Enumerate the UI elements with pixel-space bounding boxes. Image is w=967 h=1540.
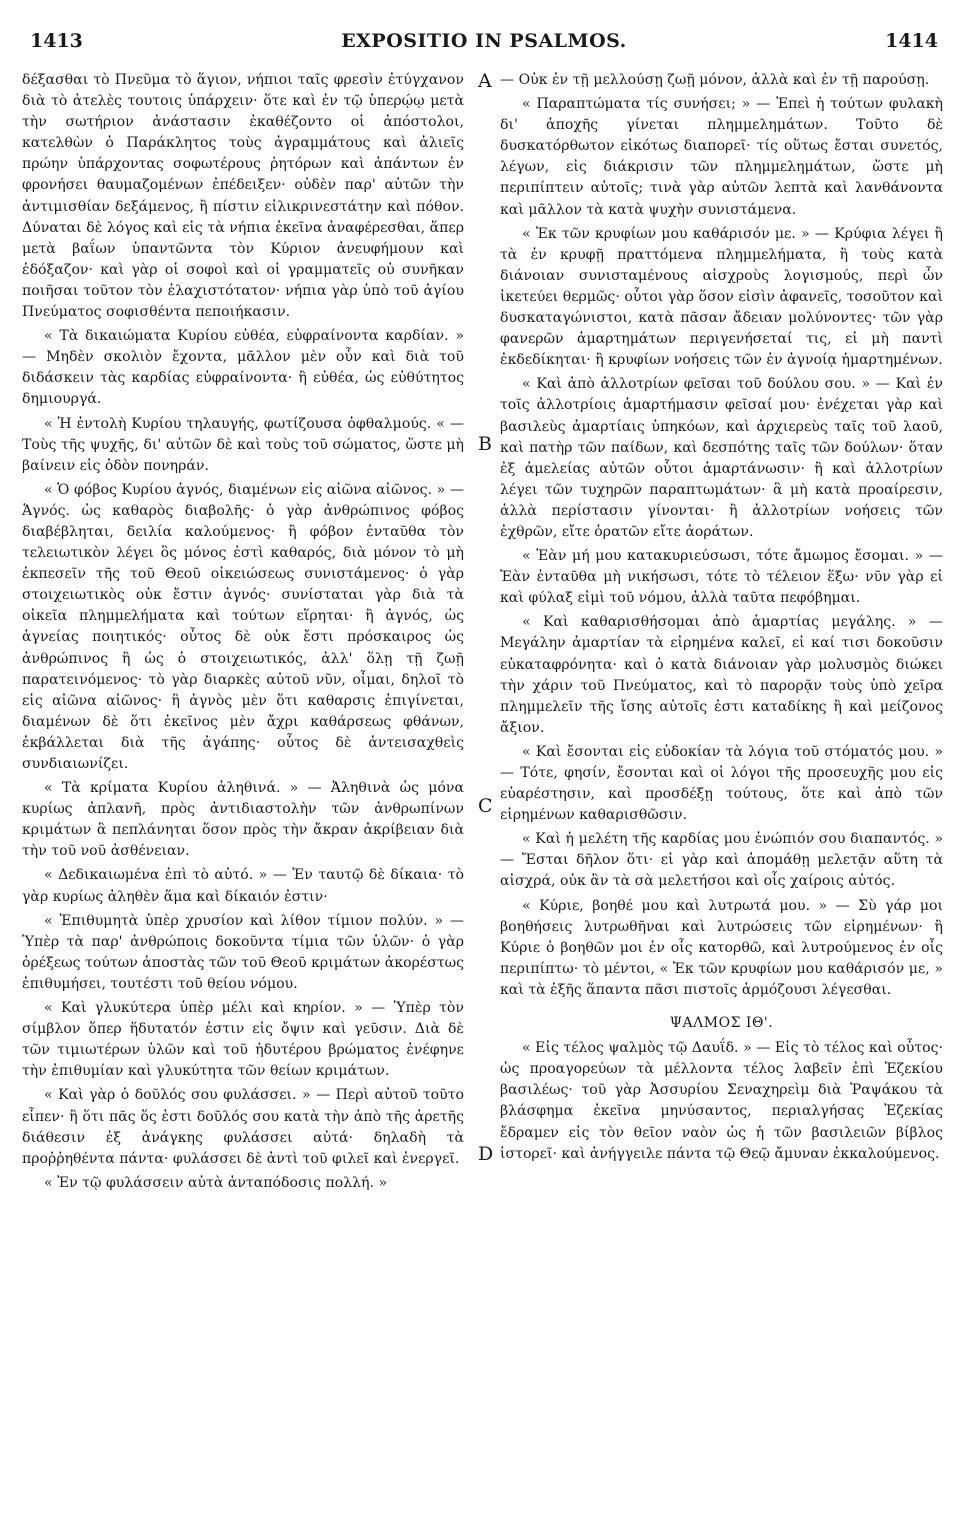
paragraph: « Καὶ γλυκύτερα ὑπὲρ μέλι καὶ κηρίον. » — Ὑπὲρ τὸν σίμβλον ὅπερ ἥδυτατόν ἐστιν εἰς ὄψιν καὶ γεῦσιν. Διὰ δὲ τῶν τιμιωτέρων ὑλῶν καὶ τοῦ ἡδυτέρου βρώματος ἐνέφηνε τὴν ἐπιθυμίαν καὶ γλυκύτητα τῶν θείων κριμάτων. bbox=[22, 1000, 464, 1080]
margin-letter-d: D bbox=[478, 1143, 494, 1165]
running-title: EXPOSITIO IN PSALMOS. bbox=[341, 30, 627, 52]
paragraph: « Ἡ ἐντολὴ Κυρίου τηλαυγής, φωτίζουσα ὀφθαλμούς. « — Τοὺς τῆς ψυχῆς, δι' αὐτῶν δὲ καὶ τοὺς τοῦ σώματος, ὥστε μὴ βαίνειν εἰς ὁδὸν πονηράν. bbox=[22, 415, 464, 474]
paragraph: « Τὰ δικαιώματα Κυρίου εὐθέα, εὐφραίνοντα καρδίαν. » — Μηδὲν σκολιὸν ἔχοντα, μᾶλλον μὲν οὖν καὶ διὰ τοῦ διδάσκειν τὰς καρδίας εὐφραίνοντα· ἢ εὐθέα, ὡς εὐθύτητος δημιουργά. bbox=[22, 328, 464, 408]
paragraph: « Ἐὰν μή μου κατακυριεύσωσι, τότε ἄμωμος ἔσομαι. » — Ἐὰν ἐνταῦθα μὴ νικήσωσι, τότε τὸ τέλειον ἕξω· νῦν γὰρ εἰ καὶ φύλαξ εἰμὶ τοῦ νόμου, ἀλλὰ ταῦτα πεφόβημαι. bbox=[500, 548, 943, 607]
paragraph: — Οὐκ ἐν τῇ μελλούσῃ ζωῇ μόνον, ἀλλὰ καὶ ἐν τῇ παρούσῃ. bbox=[500, 72, 930, 88]
paragraph: « Εἰς τέλος ψαλμὸς τῷ Δαυΐδ. » — Εἰς τὸ τέλος καὶ οὗτος· ὡς προαγορεύων τὰ μέλλοντα τέλος λαβεῖν ἐπὶ Ἐζεκίου βασιλέως· τοῦ γὰρ Ἀσσυρίου Σεναχηρεὶμ διὰ Ῥαψάκου τὰ βλάσφημα ἐκεῖνα μηνύσαντος, περιαλγήσας Ἐζεκίας ἔδραμεν εἰς τὸν θεῖον ναὸν ὡς ἡ τῶν βασιλειῶν βίβλος ἱστορεῖ· καὶ ἀνήγγειλε πάντα τῷ Θεῷ ἄμυναν ἐκκαλούμενος. bbox=[500, 1040, 943, 1162]
paragraph: « Ὁ φόβος Κυρίου ἁγνός, διαμένων εἰς αἰῶνα αἰῶνος. » — Ἁγνός. ὡς καθαρὸς διαβολῆς· ὁ γὰρ ἀνθρώπινος φόβος διαβέβληται, δειλία καλούμενος· ἢ φόβον ἐνταῦθα τὸν τελειωτικὸν λέγει ὃς μόνος ἐστὶ καθαρός, διὰ μόνον τὸ μὴ ἐκπεσεῖν τῆς τοῦ Θεοῦ οἰκειώσεως συνιστάμενος· ὁ γὰρ στοιχειωτικὸς οὐκ ἔστιν ἁγνός· συνίσταται γὰρ διὰ τὰ οἰκεῖα πλημμελήματα καὶ τούτων εἵρηται· ἢ ἁγνός, ὡς ἁγνείας ποιητικός· οὗτος δὲ οὐκ ἔστι πρόσκαιρος ὡς ἀνθρώπινος ἢ ὡς ὁ στοιχειωτικός, ἀλλ' ὅλῃ τῇ ζωῇ παρατεινόμενος· τὸ γὰρ διαρκὲς αὐτοῦ νῦν, οἶμαι, δηλοῖ τὸ εἰς αἰῶνα αἰῶνος· ἢ ἁγνὸς μὲν ὅτι καθαρσις ἐπιγίνεται, διαμένων δὲ ὅτι ἐκεῖνος μὲν ἄχρι καθάρσεως φθάνων, ἐκβάλλεται διὰ τῆς ἀγάπης· οὗτος δὲ ἀντεισαχθεὶς συνδιαιωνίζει. bbox=[22, 481, 464, 772]
paragraph: « Δεδικαιωμένα ἐπὶ τὸ αὐτό. » — Ἐν ταυτῷ δὲ δίκαια· τὸ γὰρ κυρίως ἀληθὲν ἅμα καὶ δίκαιόν ἐστιν· bbox=[22, 867, 464, 905]
paragraph: « Καὶ ἔσονται εἰς εὐδοκίαν τὰ λόγια τοῦ στόματός μου. » — Τότε, φησίν, ἔσονται καὶ οἱ λόγοι τῆς προσευχῆς μου εἰς εὐαρέστησιν, καὶ προσδέξῃ τούτους, ὅτε καὶ ἀπὸ τῶν εἰρημένων καθαρισθῶσιν. bbox=[500, 743, 943, 824]
paragraph: « Καὶ ἡ μελέτη τῆς καρδίας μου ἐνώπιόν σου διαπαντός. » — Ἔσται δῆλον ὅτι· εἰ γὰρ καὶ ἀπομάθῃ μελετᾷν αὕτη τὰ αἰσχρά, οὐκ ἂν τὰ σὰ μελετήσοι καὶ οἷς χαίροις αὐτός. bbox=[500, 831, 943, 890]
margin-letter-a: A bbox=[478, 70, 492, 92]
right-column-number: 1414 bbox=[885, 30, 938, 52]
paragraph: « Καὶ καθαρισθήσομαι ἀπὸ ἁμαρτίας μεγάλης. » — Μεγάλην ἁμαρτίαν τὰ εἰρημένα καλεῖ, εἰ καί τισι δοκοῦσιν εὐκαταφρόνητα· καὶ ὁ κατὰ διάνοιαν γὰρ μολυσμὸς διώκει τὴν χάριν τοῦ Πνεύματος, καὶ τὸ παρορᾷν τοὺς ὑπὸ χεῖρα πλημμελεῖν τῆς ἴσης αὐτοῖς ἐστι καταδίκης ἢ καὶ μείζονος ἄξιον. bbox=[500, 614, 943, 736]
left-column-number: 1413 bbox=[30, 30, 83, 52]
paragraph: « Παραπτώματα τίς συνήσει; » — Ἐπεὶ ἡ τούτων φυλακὴ δι' ἀποχῆς γίνεται πλημμελημάτων. Τοῦτο δὲ δυσκατόρθωτον εἰκότως διαπορεῖ· τίς οὕτως ἔσται συνετός, λέγων, εἰς διάκρισιν τῶν πλημμελημάτων, ὥστε μὴ περιπίπτειν αὐτοῖς; τινὰ γὰρ αὐτῶν λεπτὰ καὶ λανθάνοντα καὶ μᾶλλον τὰ κατὰ ψυχὴν συνιστάμενα. bbox=[500, 96, 943, 218]
right-column bbox=[500, 70, 943, 1165]
paragraph: « Κύριε, βοηθέ μου καὶ λυτρωτά μου. » — Σὺ γάρ μοι βοηθήσεις λυτρωθῆναι καὶ λυτρώσεις τῶν εἰρημένων· ἢ Κύριε ὁ βοηθῶν μοι ἐν οἷς κατορθῶ, καὶ λυτρούμενος ἐν οἷς περιπίπτω· τὸ μέντοι, « Ἐκ τῶν κρυφίων μου καθάρισόν με, » καὶ τὰ ἑξῆς ἅπαντα πᾶσι πιστοῖς ἁρμόζουσι λέγεσθαι. bbox=[500, 897, 943, 998]
paragraph: « Καὶ γὰρ ὁ δοῦλός σου φυλάσσει. » — Περὶ αὐτοῦ τοῦτο εἶπεν· ἢ ὅτι πᾶς ὅς ἐστι δοῦλός σου κατὰ τὴν ἀπὸ τῆς ἀρετῆς διάθεσιν ἐξ ἀνάγκης φυλάσσει αὐτά· δηλαδὴ τὰ προῤῥηθέντα πάντα· φυλάσσει δὲ ἀντὶ τοῦ φιλεῖ καὶ ἐνεργεῖ. bbox=[22, 1087, 464, 1167]
paragraph: « Ἐκ τῶν κρυφίων μου καθάρισόν με. » — Κρύφια λέγει ἢ τὰ ἐν κρυφῇ πραττόμενα πλημμελήματα, ἢ τοὺς κατὰ διάνοιαν συνισταμένους αἰσχροὺς λογισμούς, περὶ ὧν ἱκετεύει θερμῶς· οὗτοι γὰρ ὅσον εἰσὶν ἀφανεῖς, τοσοῦτον καὶ δυσκαταγώνιστοι, κατὰ πᾶσαν ἄδειαν μολύνοντες· τῶν γὰρ φανερῶν ἁμαρτημάτων περιγενήσεταί τις, εἰ μὴ παντὶ ἐκδεδίκηται· ἢ κρυφίων νοήσεις τῶν ἐν ἀγνοίᾳ ἡμαρτημένων. bbox=[500, 225, 943, 369]
paragraph: δέξασθαι τὸ Πνεῦμα τὸ ἅγιον, νήπιοι ταῖς φρεσὶν ἐτύγχανον διὰ τὸ ἀτελὲς τουτοις ὑπάρχειν· ὅτε καὶ ἐν τῷ ὑπερῴῳ μετὰ τὴν σωτήριον ἀνάστασιν ἐκαθέζοντο οἱ ἀπόστολοι, κατελθὼν ὁ Παράκλητος τοὺς ἀγραμμάτους καὶ ἁλιεῖς πρώην ὑπάρχοντας σοφωτέρους ῥητόρων καὶ ἁπάντων ἐν φρονήσει θαυμαζομένων ἐπέδειξεν· οὐδὲν παρ' αὐτῶν τὴν ἀντιμισθίαν δεξάμενος, ἢ πίστιν εἰλικρινεστάτην καὶ πόθον. Δύναται δὲ λόγος καὶ εἰς τὰ νήπια ἐκεῖνα ἀναφέρεσθαι, ἅπερ μετὰ βαΐων ὑπαντῶντα τὸν Κύριον ἀνευφήμουν καὶ ἐδόξαζον· καὶ γὰρ οἱ σοφοὶ καὶ οἱ γραμματεῖς οὐ συνῆκαν ποιῆσαι τοῦτον τὸν ἐλαχιστότατον· νήπια γὰρ ὑπὸ τοῦ ἁγίου Πνεύματος σοφισθέντα πεποιήκασιν. bbox=[22, 72, 464, 321]
paragraph: « Ἐν τῷ φυλάσσειν αὐτὰ ἀνταπόδοσις πολλή. » bbox=[44, 1174, 388, 1191]
paragraph: « Καὶ ἀπὸ ἀλλοτρίων φεῖσαι τοῦ δούλου σου. » — Καὶ ἐν τοῖς ἀλλοτρίοις ἁμαρτήμασιν φεῖσαί μου· ἐνέχεται γὰρ καὶ βασιλεὺς ἁμαρτίαις ὑπηκόων, καὶ ἀρχιερεὺς ταῖς τοῦ λαοῦ, καὶ πατὴρ τῶν παίδων, καὶ δεσπότης ταῖς τῶν δούλων· ὅταν ἐξ ἀμελείας αὐτῶν οὗτοι ἁμαρτάνωσιν· ἢ καὶ ἀλλοτρίων λέγει τῶν τυχηρῶν παραπτωμάτων· ἃ μὴ κατὰ προαίρεσιν, ἀλλὰ περίστασιν γίνονται· ἢ ἀλλοτρίων νοήσεις τῶν ἐχθρῶν, εἴτε ὁρατῶν εἴτε ἀοράτων. bbox=[500, 376, 943, 540]
page-header bbox=[30, 30, 938, 70]
paragraph: « Τὰ κρίματα Κυρίου ἀληθινά. » — Ἀληθινὰ ὡς μόνα κυρίως ἀπλανῆ, πρὸς ἀντιδιαστολὴν τῶν ἀνθρωπίνων κριμάτων ἃ πεπλάνηται ὅσον πρὸς τὴν ἄκραν ἀκρίβειαν διὰ τὴν τοῦ νοῦ ἀσθένειαν. bbox=[22, 780, 464, 860]
paragraph: « Ἐπιθυμητὰ ὑπὲρ χρυσίον καὶ λίθον τίμιον πολύν. » — Ὑπὲρ τὰ παρ' ἀνθρώποις δοκοῦντα τίμια τῶν ὑλῶν· ὁ γὰρ ὀρέξεως τούτων ἀποστὰς τῶν τοῦ Θεοῦ κριμάτων ἀκορέστως ἐπιθυμήσει, τουτέστι τοῦ θείου νόμου. bbox=[22, 912, 464, 992]
margin-letter-b: B bbox=[478, 433, 492, 455]
left-column bbox=[22, 70, 464, 1194]
margin-letter-c: C bbox=[478, 795, 493, 817]
psalm-heading: ΨΑΛΜΟΣ ΙΘ'. bbox=[669, 1015, 774, 1032]
